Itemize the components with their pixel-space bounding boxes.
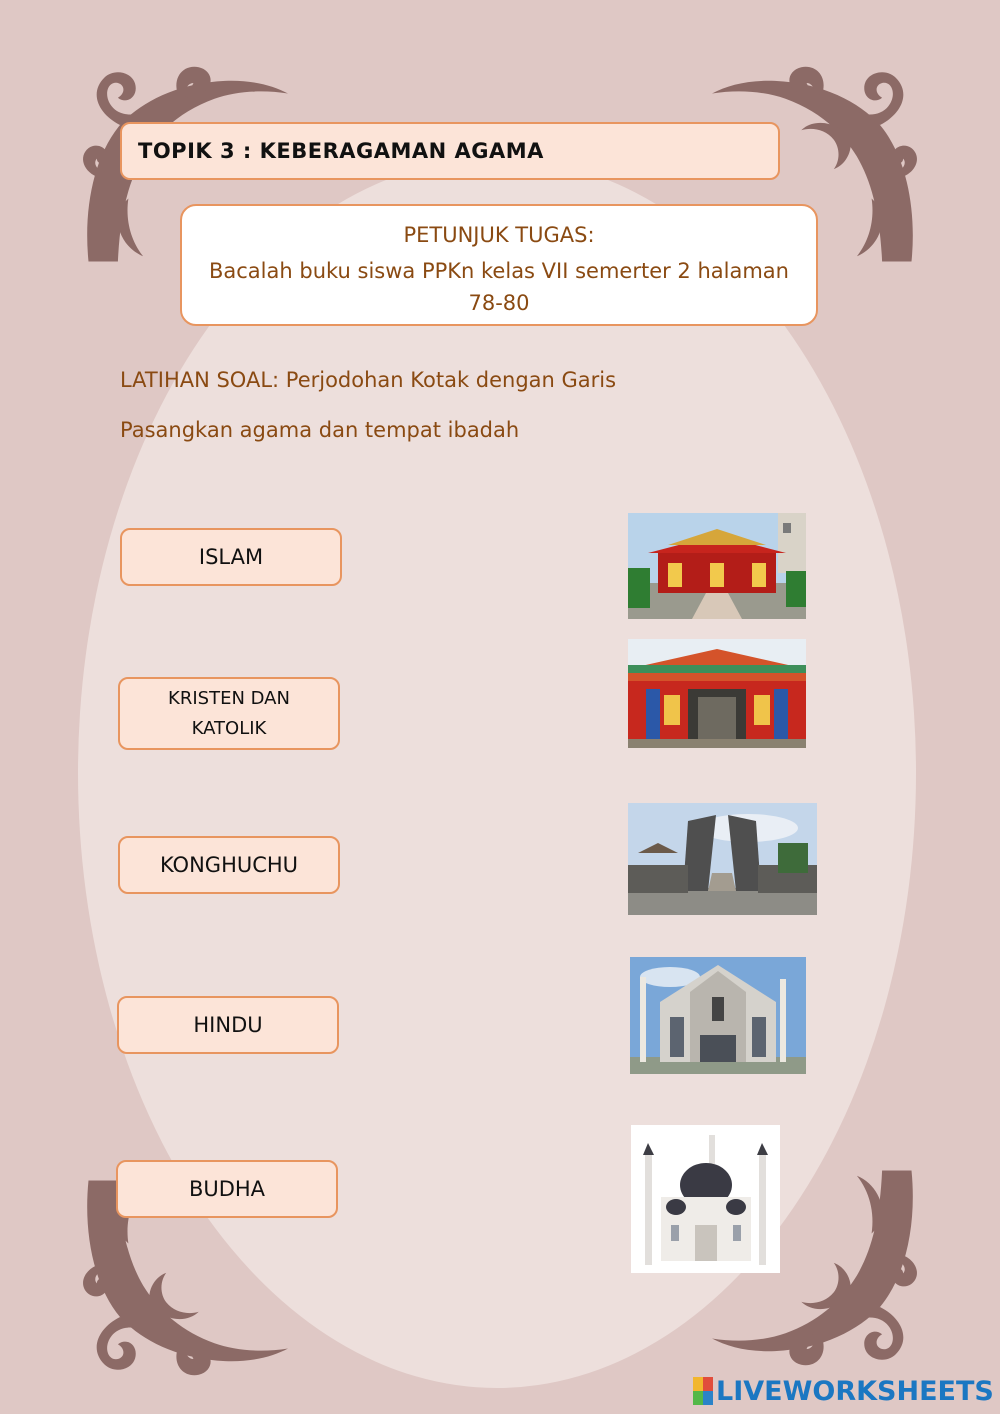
brand-name: LIVEWORKSHEETS xyxy=(716,1375,994,1407)
exercise-prompt: Pasangkan agama dan tempat ibadah xyxy=(120,418,520,442)
exercise-heading: LATIHAN SOAL: Perjodohan Kotak dengan Garis xyxy=(120,368,617,392)
instructions-heading: PETUNJUK TUGAS: xyxy=(403,223,595,247)
liveworksheets-icon xyxy=(693,1377,713,1405)
option-budha[interactable]: BUDHA xyxy=(116,1160,338,1218)
instructions-body: Bacalah buku siswa PPKn kelas VII semerter 2 halaman 78-80 xyxy=(208,259,789,315)
page-title: TOPIK 3 : KEBERAGAMAN AGAMA xyxy=(138,139,544,163)
option-islam[interactable]: ISLAM xyxy=(120,528,342,586)
instructions-box xyxy=(180,204,818,326)
option-hindu[interactable]: HINDU xyxy=(117,996,339,1054)
chinese-temple-photo[interactable] xyxy=(628,513,806,619)
title-box xyxy=(120,122,780,180)
balinese-pura-photo[interactable] xyxy=(628,803,817,915)
church-photo[interactable] xyxy=(630,957,806,1074)
liveworksheets-logo xyxy=(693,1374,994,1408)
option-kristen-katolik[interactable]: KRISTEN DAN KATOLIK xyxy=(118,677,340,750)
mosque-photo[interactable] xyxy=(631,1125,780,1273)
option-konghuchu[interactable]: KONGHUCHU xyxy=(118,836,340,894)
vihara-gate-photo[interactable] xyxy=(628,639,806,748)
